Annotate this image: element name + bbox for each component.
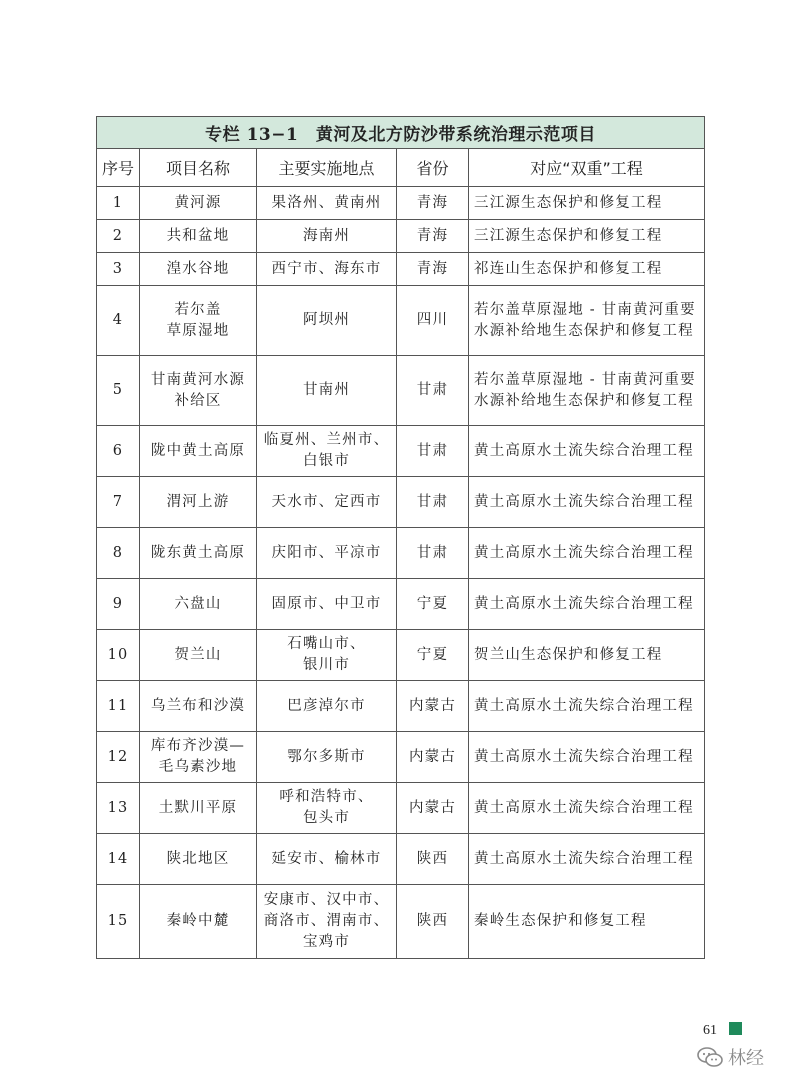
row-project-link: 黄土高原水土流失综合治理工程 xyxy=(469,579,705,630)
row-project-link: 贺兰山生态保护和修复工程 xyxy=(469,630,705,681)
row-location: 西宁市、海东市 xyxy=(257,253,397,286)
row-project-name: 贺兰山 xyxy=(140,630,257,681)
row-project-name: 甘南黄河水源 补给区 xyxy=(140,356,257,426)
table-header-row xyxy=(97,149,705,187)
row-province: 甘肃 xyxy=(397,356,469,426)
row-index: 4 xyxy=(97,286,140,356)
row-project-name: 陇中黄土高原 xyxy=(140,426,257,477)
row-province: 内蒙古 xyxy=(397,783,469,834)
header-project-link: 对应“双重”工程 xyxy=(469,149,705,187)
row-project-link: 黄土高原水土流失综合治理工程 xyxy=(469,426,705,477)
row-location: 巴彦淖尔市 xyxy=(257,681,397,732)
row-location: 海南州 xyxy=(257,220,397,253)
row-project-link: 黄土高原水土流失综合治理工程 xyxy=(469,834,705,885)
row-project-name: 陇东黄土高原 xyxy=(140,528,257,579)
row-project-link: 黄土高原水土流失综合治理工程 xyxy=(469,477,705,528)
table-title-row xyxy=(97,117,705,149)
row-index: 11 xyxy=(97,681,140,732)
row-province: 青海 xyxy=(397,253,469,286)
table-row xyxy=(97,253,705,286)
row-province: 陕西 xyxy=(397,834,469,885)
table-row xyxy=(97,528,705,579)
row-province: 宁夏 xyxy=(397,579,469,630)
row-project-name: 共和盆地 xyxy=(140,220,257,253)
page-number: 61 xyxy=(703,1023,717,1038)
row-project-link: 秦岭生态保护和修复工程 xyxy=(469,885,705,959)
row-location: 甘南州 xyxy=(257,356,397,426)
row-province: 内蒙古 xyxy=(397,681,469,732)
row-province: 青海 xyxy=(397,220,469,253)
row-location: 安康市、汉中市、 商洛市、渭南市、 宝鸡市 xyxy=(257,885,397,959)
row-index: 15 xyxy=(97,885,140,959)
row-index: 5 xyxy=(97,356,140,426)
table-row xyxy=(97,220,705,253)
table-row xyxy=(97,477,705,528)
row-project-link: 黄土高原水土流失综合治理工程 xyxy=(469,783,705,834)
table-row xyxy=(97,356,705,426)
row-index: 1 xyxy=(97,187,140,220)
row-province: 青海 xyxy=(397,187,469,220)
watermark-text: 林经 xyxy=(728,1048,764,1069)
row-location: 庆阳市、平凉市 xyxy=(257,528,397,579)
row-location: 鄂尔多斯市 xyxy=(257,732,397,783)
row-province: 甘肃 xyxy=(397,477,469,528)
table-row xyxy=(97,732,705,783)
row-location: 固原市、中卫市 xyxy=(257,579,397,630)
row-project-link: 黄土高原水土流失综合治理工程 xyxy=(469,528,705,579)
row-project-name: 若尔盖 草原湿地 xyxy=(140,286,257,356)
watermark xyxy=(696,1044,764,1070)
row-project-link: 三江源生态保护和修复工程 xyxy=(469,187,705,220)
row-project-link: 黄土高原水土流失综合治理工程 xyxy=(469,681,705,732)
project-table xyxy=(96,116,705,959)
row-index: 10 xyxy=(97,630,140,681)
row-project-name: 黄河源 xyxy=(140,187,257,220)
row-province: 陕西 xyxy=(397,885,469,959)
row-location: 呼和浩特市、 包头市 xyxy=(257,783,397,834)
row-location: 天水市、定西市 xyxy=(257,477,397,528)
row-project-name: 陕北地区 xyxy=(140,834,257,885)
row-project-name: 土默川平原 xyxy=(140,783,257,834)
header-project-name: 项目名称 xyxy=(140,149,257,187)
row-index: 14 xyxy=(97,834,140,885)
header-location: 主要实施地点 xyxy=(257,149,397,187)
table-row xyxy=(97,681,705,732)
row-location: 果洛州、黄南州 xyxy=(257,187,397,220)
row-project-link: 若尔盖草原湿地 - 甘南黄河重要水源补给地生态保护和修复工程 xyxy=(469,286,705,356)
row-project-name: 秦岭中麓 xyxy=(140,885,257,959)
row-province: 宁夏 xyxy=(397,630,469,681)
row-index: 6 xyxy=(97,426,140,477)
row-project-link: 三江源生态保护和修复工程 xyxy=(469,220,705,253)
row-project-name: 湟水谷地 xyxy=(140,253,257,286)
row-province: 甘肃 xyxy=(397,528,469,579)
table-row xyxy=(97,630,705,681)
table-row xyxy=(97,187,705,220)
table-row xyxy=(97,783,705,834)
row-index: 12 xyxy=(97,732,140,783)
row-project-name: 渭河上游 xyxy=(140,477,257,528)
row-location: 临夏州、兰州市、 白银市 xyxy=(257,426,397,477)
row-project-name: 乌兰布和沙漠 xyxy=(140,681,257,732)
row-project-link: 祁连山生态保护和修复工程 xyxy=(469,253,705,286)
row-project-link: 若尔盖草原湿地 - 甘南黄河重要水源补给地生态保护和修复工程 xyxy=(469,356,705,426)
row-index: 9 xyxy=(97,579,140,630)
table-row xyxy=(97,885,705,959)
row-index: 13 xyxy=(97,783,140,834)
table-row xyxy=(97,426,705,477)
table-title: 专栏 13−1 黄河及北方防沙带系统治理示范项目 xyxy=(97,117,705,149)
row-location: 石嘴山市、 银川市 xyxy=(257,630,397,681)
row-project-link: 黄土高原水土流失综合治理工程 xyxy=(469,732,705,783)
row-index: 7 xyxy=(97,477,140,528)
row-province: 甘肃 xyxy=(397,426,469,477)
table-row xyxy=(97,834,705,885)
row-index: 8 xyxy=(97,528,140,579)
header-index: 序号 xyxy=(97,149,140,187)
row-index: 3 xyxy=(97,253,140,286)
row-location: 阿坝州 xyxy=(257,286,397,356)
page-marker-square xyxy=(729,1022,742,1035)
row-province: 内蒙古 xyxy=(397,732,469,783)
header-province: 省份 xyxy=(397,149,469,187)
table-row xyxy=(97,286,705,356)
wechat-icon xyxy=(696,1046,724,1068)
row-index: 2 xyxy=(97,220,140,253)
table-row xyxy=(97,579,705,630)
row-project-name: 六盘山 xyxy=(140,579,257,630)
row-location: 延安市、榆林市 xyxy=(257,834,397,885)
row-province: 四川 xyxy=(397,286,469,356)
row-project-name: 库布齐沙漠— 毛乌素沙地 xyxy=(140,732,257,783)
